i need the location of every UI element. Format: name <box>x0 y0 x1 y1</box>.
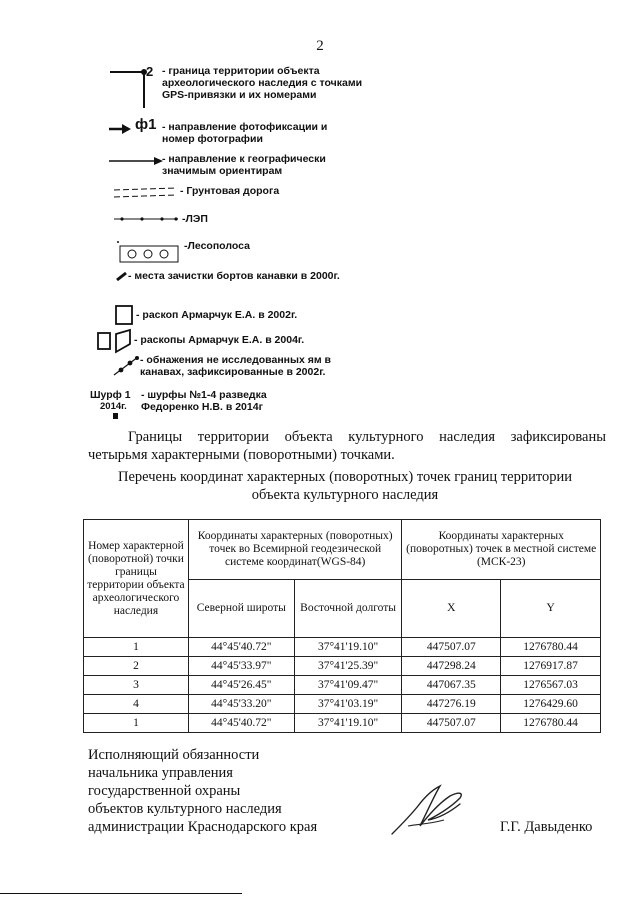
trench-mark-icon <box>115 270 129 282</box>
table-row <box>84 714 601 733</box>
legend-text-pits: - обнажения не исследованных ям в канавах, зафиксированные в 2002г. <box>140 354 331 378</box>
signature-line: Исполняющий обязанности <box>88 747 260 763</box>
legend-symbol-point: 2 <box>146 64 154 79</box>
cell-lat: 44°45'33.20" <box>188 695 294 714</box>
header-wgs84: Координаты характерных (поворотных) точек во Всемирной геодезической системе координат(WGS-84) <box>188 520 402 580</box>
legend-symbol-year: 2014г. <box>100 401 127 412</box>
legend-text-forest: -Лесополоса <box>184 240 250 252</box>
header-y: Y <box>501 580 601 638</box>
cell-lon: 37°41'19.10" <box>294 638 402 657</box>
cell-lat: 44°45'33.97" <box>188 657 294 676</box>
cell-point: 1 <box>84 638 189 657</box>
cell-x: 447276.19 <box>402 695 501 714</box>
legend-text-excavation-2004: - раскопы Армарчук Е.А. в 2004г. <box>134 334 305 346</box>
cell-y: 1276429.60 <box>501 695 601 714</box>
cell-point: 2 <box>84 657 189 676</box>
table-row <box>84 676 601 695</box>
cell-lat: 44°45'26.45" <box>188 676 294 695</box>
cell-lon: 37°41'25.39" <box>294 657 402 676</box>
cell-y: 1276917.87 <box>501 657 601 676</box>
header-east-longitude: Восточной долготы <box>294 580 402 638</box>
table-row <box>84 657 601 676</box>
legend-text-excavation-2002: - раскоп Армарчук Е.А. в 2002г. <box>136 309 298 321</box>
arrow-right-icon <box>108 123 132 135</box>
legend-text-shurf: - шурфы №1-4 разведка Федоренко Н.В. в 2014г <box>141 389 267 413</box>
signature-line: государственной охраны <box>88 783 241 799</box>
header-north-latitude: Северной широты <box>188 580 294 638</box>
long-arrow-icon <box>108 155 164 167</box>
cell-x: 447507.07 <box>402 638 501 657</box>
table-title: Перечень координат характерных (поворотных) точек границ территории объекта культурного наследия <box>117 469 573 503</box>
power-line-icon <box>112 214 180 224</box>
signature-block <box>88 746 317 836</box>
signature-line: администрации Краснодарского края <box>88 819 318 835</box>
intro-paragraph: Границы территории объекта культурного наследия зафиксированы четырьмя характерными (поворотными) точками. <box>88 429 606 463</box>
legend-text-power-line: -ЛЭП <box>182 213 208 225</box>
signatory-name: Г.Г. Давыденко <box>500 819 593 835</box>
signature-line: начальника управления <box>88 765 233 781</box>
table-header-row <box>84 520 601 580</box>
cell-y: 1276780.44 <box>501 714 601 733</box>
cell-point: 3 <box>84 676 189 695</box>
boundary-line-icon <box>108 64 148 110</box>
legend-symbol-photo: ф1 <box>135 116 157 133</box>
coordinates-table <box>83 519 601 733</box>
cell-x: 447507.07 <box>402 714 501 733</box>
cell-y: 1276780.44 <box>501 638 601 657</box>
header-msk23: Координаты характерных (поворотных) точек в местной системе (МСК-23) <box>402 520 601 580</box>
legend-text-photo: - направление фотофиксации и номер фотографии <box>162 121 328 145</box>
cell-point: 4 <box>84 695 189 714</box>
signature-line: объектов культурного наследия <box>88 801 282 817</box>
cell-lon: 37°41'03.19" <box>294 695 402 714</box>
legend-text-direction: - направление к географически значимым ориентирам <box>162 153 326 177</box>
handwritten-signature <box>388 780 468 840</box>
excavation-2004-icon <box>96 328 134 354</box>
pit-exposure-icon <box>112 353 142 377</box>
cell-lon: 37°41'19.10" <box>294 714 402 733</box>
legend-text-trench: - места зачистки бортов канавки в 2000г. <box>128 270 340 282</box>
cell-lat: 44°45'40.72" <box>188 638 294 657</box>
legend-text-boundary: - граница территории объекта археологического наследия с точками GPS-привязки и их номерами <box>162 65 363 101</box>
cell-x: 447067.35 <box>402 676 501 695</box>
test-pit-icon <box>112 412 120 420</box>
footer-divider <box>0 893 242 894</box>
excavation-2002-icon <box>114 304 136 326</box>
cell-point: 1 <box>84 714 189 733</box>
header-point-number: Номер характерной (поворотной) точки границы территории объекта археологического наследия <box>84 520 189 638</box>
table-row <box>84 695 601 714</box>
cell-lon: 37°41'09.47" <box>294 676 402 695</box>
page-number: 2 <box>316 38 324 54</box>
forest-belt-icon <box>116 240 182 264</box>
legend-text-road: - Грунтовая дорога <box>180 185 280 197</box>
cell-x: 447298.24 <box>402 657 501 676</box>
header-x: X <box>402 580 501 638</box>
cell-lat: 44°45'40.72" <box>188 714 294 733</box>
table-row <box>84 638 601 657</box>
dirt-road-icon <box>112 185 178 201</box>
legend-symbol-shurf: Шурф 1 <box>90 389 131 401</box>
cell-y: 1276567.03 <box>501 676 601 695</box>
